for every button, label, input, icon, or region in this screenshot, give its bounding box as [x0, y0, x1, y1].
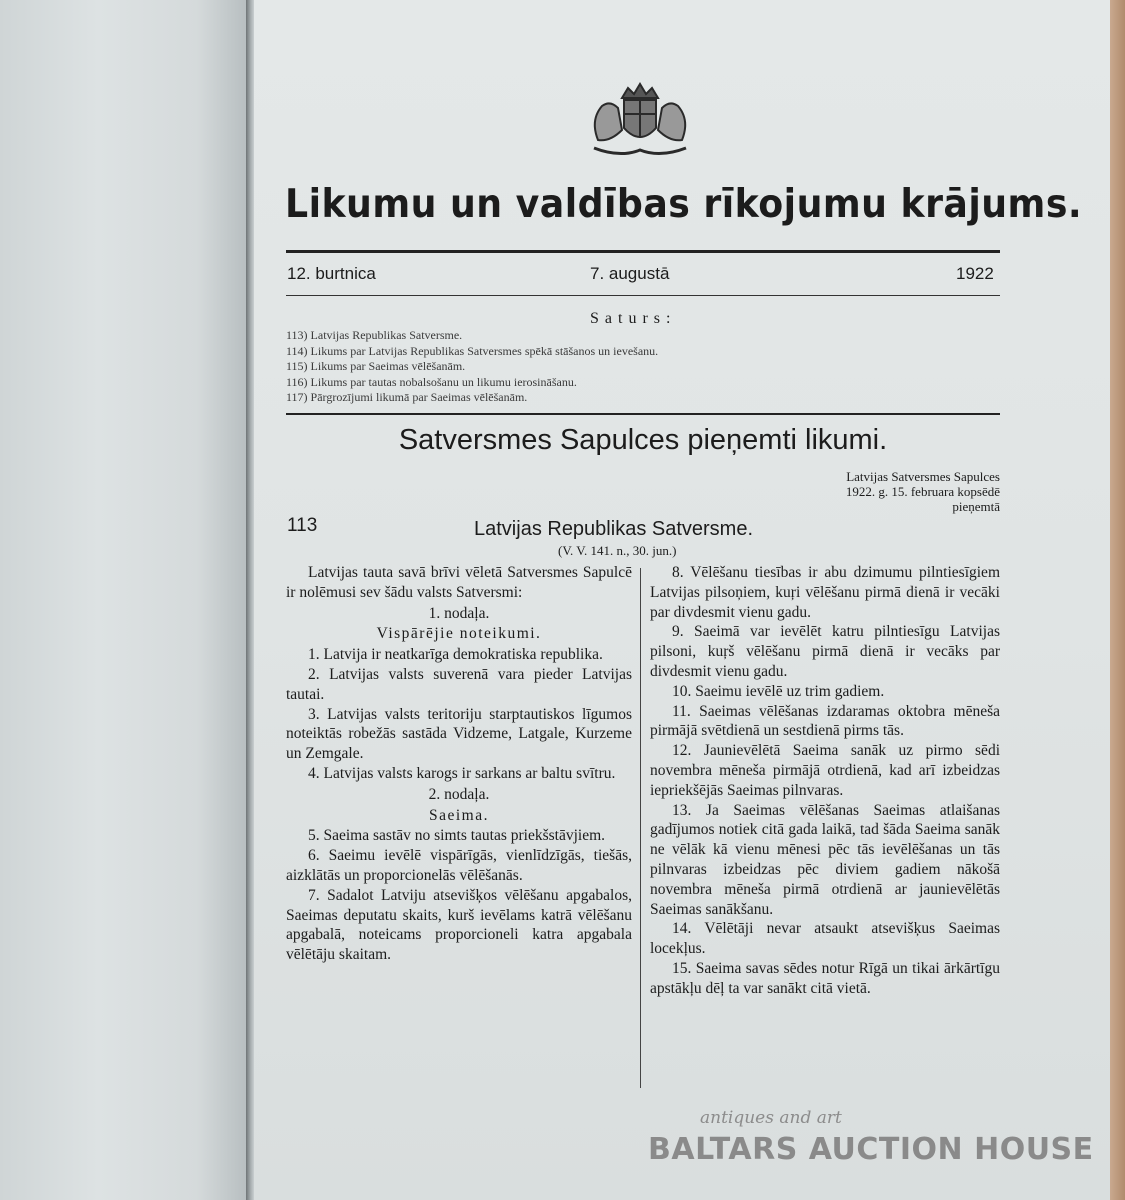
adoption-note	[760, 469, 1000, 514]
article: 2. Latvijas valsts suverenā vara pieder Latvijas tautai.	[286, 665, 632, 703]
chapter-heading: 2. nodaļa.	[428, 785, 490, 803]
contents-rule	[286, 413, 1000, 415]
issue-rule	[286, 295, 1000, 296]
article: 15. Saeima savas sēdes notur Rīgā un tikai ārkārtīgu apstākļu dēļ ta var sanākt citā vietā.	[650, 959, 1000, 997]
watermark-tagline: antiques and art	[700, 1108, 842, 1128]
article: 3. Latvijas valsts teritoriju starptautiskos līgumos noteiktās robežās sastāda Vidzeme, Latgale, Kurzeme un Zemgale.	[286, 705, 632, 763]
left-blank-page	[0, 0, 246, 1200]
contents-title: Saturs:	[590, 310, 677, 327]
law-title: Latvijas Republikas Satversme.	[474, 518, 754, 540]
article: 8. Vēlēšanu tiesības ir abu dzimumu pilntiesīgiem Latvijas pilsoņiem, kuŗi vēlēšanu pirmā dienā ir vecāki par divdesmit vienu gadu.	[650, 564, 1000, 621]
contents-item: 114) Likums par Latvijas Republikas Satversmes spēkā stāšanos un ievešanu.	[286, 343, 659, 358]
article: 6. Saeimu ievēlē vispārīgās, vienlīdzīgās, tiešās, aizklātās un proporcionelās vēlēšanās.	[286, 847, 632, 884]
article: 7. Sadalot Latviju atsevišķos vēlēšanu apgabalos, Saeimas deputatu skaits, kurš ievēlams katrā vēlēšanu apgabalā, noteicams proporcioneli katra apgabala vēlētāju skaitam.	[286, 886, 632, 964]
law-reference: (V. V. 141. n., 30. jun.)	[558, 543, 677, 558]
adoption-note-line: Latvijas Satversmes Sapulces	[846, 469, 1000, 484]
masthead-title: Likumu un valdības rīkojumu krājums.	[285, 182, 1083, 227]
section-title: Satversmes Sapulces pieņemti likumi.	[398, 424, 888, 456]
contents-item: 113) Latvijas Republikas Satversme.	[286, 328, 463, 342]
article: 13. Ja Saeimas vēlēšanas Saeimas atlaišanas gadījumos notiek citā gada laikā, tad šāda Saeima sanāk ne vēlāk kā vienu mēnesi pēc tās ievēlēšanas un tās pilnvaras izbeidzas pēc diviem gadiem nākošā novembra mēneša pirmā otrdienā ar jaunievēlētās Saeimas sanākšanu.	[650, 801, 1000, 918]
contents-item: 117) Pārgrozījumi likumā par Saeimas vēlēšanām.	[286, 390, 528, 404]
left-column	[286, 563, 632, 965]
article: 14. Vēlētāji nevar atsaukt atsevišķus Saeimas locekļus.	[650, 920, 1000, 958]
chapter-heading: 1. nodaļa.	[428, 604, 490, 622]
article: 10. Saeimu ievēlē uz trim gadiem.	[672, 682, 885, 700]
adoption-note-line: pieņemtā	[952, 499, 1000, 514]
page-edge	[1110, 0, 1125, 1200]
issue-year: 1922	[956, 264, 994, 283]
article: 1. Latvija ir neatkarīga demokratiska republika.	[308, 646, 603, 664]
chapter-title: Saeima.	[429, 806, 489, 824]
issue-number: 12. burtnica	[287, 264, 376, 283]
column-divider	[640, 568, 641, 1088]
article: 4. Latvijas valsts karogs ir sarkans ar baltu svītru.	[308, 764, 616, 782]
watermark-brand: BALTARS AUCTION HOUSE	[648, 1132, 1094, 1167]
masthead-rule	[286, 250, 1000, 253]
preamble: Latvijas tauta savā brīvi vēletā Satversmes Sapulcē ir nolēmusi sev šādu valsts Satversmi:	[286, 564, 632, 601]
issue-date: 7. augustā	[590, 264, 670, 283]
contents-item: 116) Likums par tautas nobalsošanu un likumu ierosināšanu.	[286, 374, 577, 389]
contents-item: 115) Likums par Saeimas vēlēšanām.	[286, 359, 466, 373]
law-number: 113	[287, 515, 318, 536]
article: 5. Saeima sastāv no simts tautas priekšstāvjiem.	[308, 827, 606, 845]
article: 9. Saeimā var ievēlēt katru pilntiesīgu Latvijas pilsoni, kuŗš vēlēšanu pirmā dienā ir vecāks par divdesmit vienu gadu.	[650, 623, 1000, 680]
coat-of-arms-icon	[580, 70, 700, 160]
article: 11. Saeimas vēlēšanas izdaramas oktobra mēneša pirmājā svētdienā un sestdienā pirms tās.	[650, 702, 1000, 740]
contents-list	[286, 328, 986, 406]
adoption-note-line: 1922. g. 15. februara kopsēdē	[845, 484, 1000, 499]
book-spine	[246, 0, 254, 1200]
chapter-title: Vispārējie noteikumi.	[376, 625, 542, 643]
right-column	[650, 563, 1000, 999]
article: 12. Jaunievēlētā Saeima sanāk uz pirmo sēdi novembra mēneša pirmājā otrdienā, kad arī izbeidzas iepriekšējās Saeimas pilnvaras.	[650, 742, 1000, 799]
